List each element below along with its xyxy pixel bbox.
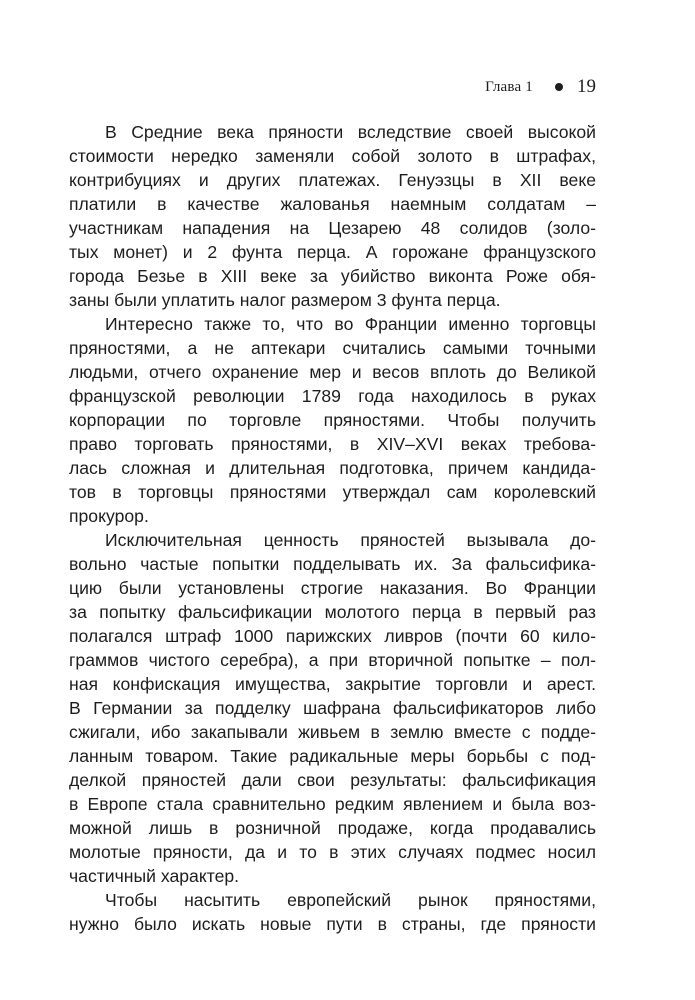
text-line: корпорации по торговле пряностями. Чтобы получить (69, 410, 596, 430)
text-line: делкой пряностей дали свои результаты: фальсификация (69, 770, 596, 790)
text-line: сжигали, ибо закапывали живьем в землю вместе с подде- (69, 722, 596, 742)
text-line: нужно было искать новые пути в страны, где пряности (69, 914, 596, 934)
text-line: частичный характер. (69, 866, 240, 886)
page-number: 19 (577, 76, 596, 97)
text-line: стоимости нередко заменяли собой золото в штрафах, (69, 146, 596, 166)
text-line: полагался штраф 1000 парижских ливров (почти 60 кило- (69, 626, 596, 646)
text-line: право торговать пряностями, в XIV–XVI веках требова- (69, 434, 596, 454)
chapter-label: Глава 1 (485, 78, 533, 95)
text-line: Интересно также то, что во Франции именно торговцы (105, 314, 596, 334)
text-line: ная конфискация имущества, закрытие торговли и арест. (69, 674, 596, 694)
running-header (485, 76, 596, 98)
text-line: за попытку фальсификации молотого перца в первый раз (69, 602, 596, 622)
text-line: тов в торговцы пряностями утверждал сам королевский (69, 482, 596, 502)
text-line: ланным товаром. Такие радикальные меры борьбы с под- (69, 746, 596, 766)
text-line: города Безье в XIII веке за убийство виконта Роже обя- (69, 266, 596, 286)
text-line: граммов чистого серебра), а при вторичной попытке – пол- (69, 650, 596, 670)
text-line: заны были уплатить налог размером 3 фунта перца. (69, 290, 501, 310)
text-line: французской революции 1789 года находилось в руках (69, 386, 596, 406)
text-line: Исключительная ценность пряностей вызывала до- (105, 530, 596, 550)
header-bullet-icon (555, 83, 563, 91)
text-line: платили в качестве жалованья наемным солдатам – (69, 194, 596, 214)
text-line: пряностями, а не аптекари считались самыми точными (69, 338, 596, 358)
text-line: цию были установлены строгие наказания. Во Франции (69, 578, 596, 598)
text-line: вольно частые попытки подделывать их. За фальсифика- (69, 554, 596, 574)
body-text (69, 120, 596, 936)
text-line: В Средние века пряности вследствие своей высокой (105, 122, 596, 142)
text-line: людьми, отчего охранение мер и весов вплоть до Великой (69, 362, 596, 382)
text-line: Чтобы насытить европейский рынок пряностями, (105, 890, 596, 910)
text-line: контрибуциях и других платежах. Генуэзцы в XII веке (69, 170, 596, 190)
text-line: молотые пряности, да и то в этих случаях подмес носил (69, 842, 596, 862)
text-line: В Германии за подделку шафрана фальсификаторов либо (69, 698, 596, 718)
text-line: прокурор. (69, 506, 149, 526)
text-line: можной лишь в розничной продаже, когда продавались (69, 818, 596, 838)
text-line: в Европе стала сравнительно редким явлением и была воз- (69, 794, 596, 814)
text-line: лась сложная и длительная подготовка, причем кандида- (69, 458, 596, 478)
text-line: участникам нападения на Цезарею 48 солидов (золо- (69, 218, 596, 238)
text-line: тых монет) и 2 фунта перца. А горожане французского (69, 242, 596, 262)
